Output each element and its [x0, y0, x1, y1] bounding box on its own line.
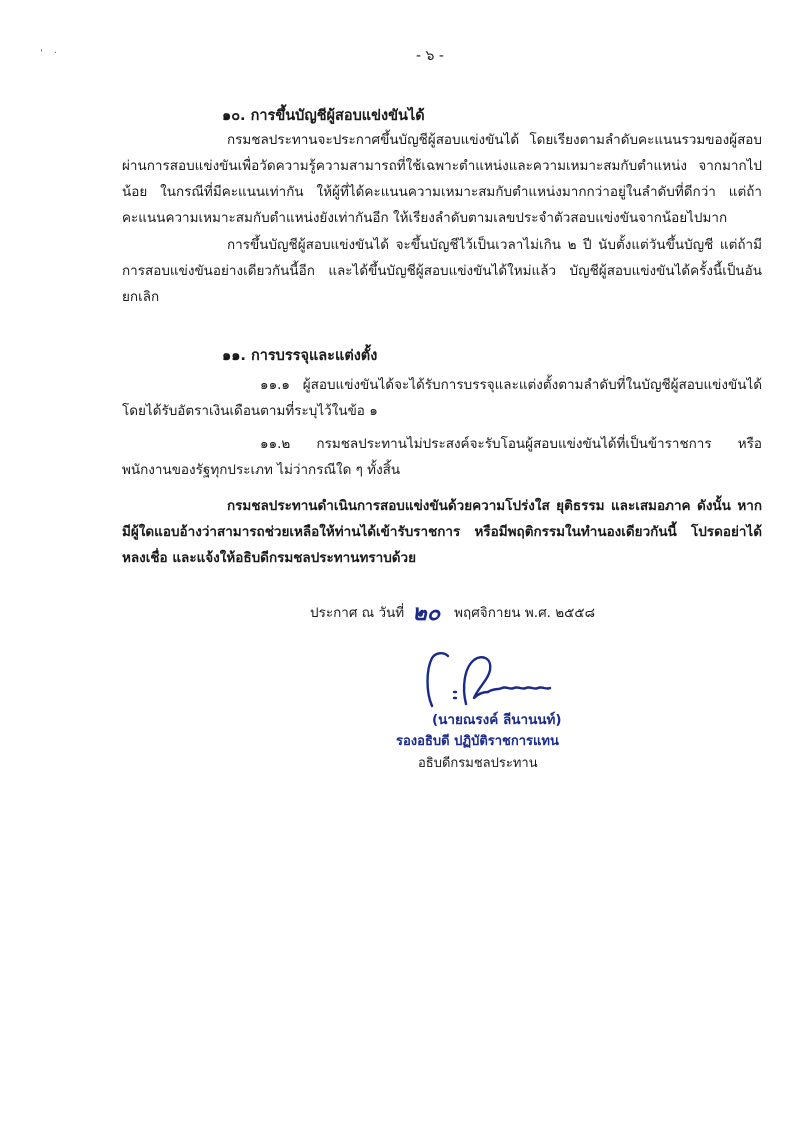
section-10-paragraph-1-text: กรมชลประทานจะประกาศขึ้นบัญชีผู้สอบแข่งขันได้ โดยเรียงตามลำดับคะแนนรวมของผู้สอบผ่านการสอบแข่งขันเพื่อวัดความรู้ความสามารถที่ใช้เฉพาะตำแหน่งและความเหมาะสมกับตำแหน่ง จากมากไปน้อย ในกรณีที่มีคะแนนเท่ากัน ให้ผู้ที่ได้คะแนนความเหมาะสมกับตำแหน่งมากกว่าอยู่ในลำดับที่ดีกว่า แต่ถ้าคะแนนความเหมาะสมกับตำแหน่งยังเท่ากันอีก ให้เรียงลำดับตามเลขประจำตัวสอบแข่งขันจากน้อยไปมาก	[122, 132, 762, 226]
handwritten-signature	[418, 648, 578, 710]
section-10-paragraph-2-text: การขึ้นบัญชีผู้สอบแข่งขันได้ จะขึ้นบัญชีไว้เป็นเวลาไม่เกิน ๒ ปี นับตั้งแต่วันขึ้นบัญชี แต่ถ้ามีการสอบแข่งขันอย่างเดียวกันนี้อีก และได้ขึ้นบัญชีผู้สอบแข่งขันได้ใหม่แล้ว บัญชีผู้สอบแข่งขันได้ครั้งนี้เป็นอันยกเลิก	[122, 237, 762, 305]
transparency-notice-text: กรมชลประทานดำเนินการสอบแข่งขันด้วยความโปร่งใส ยุติธรรม และเสมอภาค ดังนั้น หากมีผู้ใดแอบอ้างว่าสามารถช่วยเหลือให้ท่านได้เข้ารับราชการ หรือมีพฤติกรรมในทำนองเดียวกันนี้ โปรดอย่าได้หลงเชื่อ และแจ้งให้อธิบดีกรมชลประทานทราบด้วย	[122, 498, 762, 566]
announcement-date-line	[310, 595, 595, 630]
transparency-notice	[122, 493, 762, 571]
section-10-paragraph-2	[122, 232, 762, 310]
signer-title: รองอธิบดี ปฏิบัติราชการแทน	[396, 734, 559, 749]
signer-name: (นายณรงค์ ลีนานนท์)	[432, 712, 562, 728]
announcement-day: ๒๐	[412, 600, 441, 626]
section-11-item-1	[122, 372, 762, 424]
scan-artifact: ' ·	[40, 48, 62, 59]
section-11-heading: ๑๑. การบรรจุและแต่งตั้ง	[222, 348, 378, 364]
section-10-heading: ๑๐. การขึ้นบัญชีผู้สอบแข่งขันได้	[222, 108, 425, 124]
section-11-item-2-text: ๑๑.๒ กรมชลประทานไม่ประสงค์จะรับโอนผู้สอบแข่งขันได้ที่เป็นข้าราชการ หรือพนักงานของรัฐทุกประเภท ไม่ว่ากรณีใด ๆ ทั้งสิ้น	[122, 436, 762, 478]
section-10-paragraph-1	[122, 127, 762, 231]
announcement-prefix: ประกาศ ณ วันที่	[310, 605, 405, 621]
section-11-item-1-text: ๑๑.๑ ผู้สอบแข่งขันได้จะได้รับการบรรจุและแต่งตั้งตามลำดับที่ในบัญชีผู้สอบแข่งขันได้ โดยได้รับอัตราเงินเดือนตามที่ระบุไว้ในข้อ ๑	[122, 377, 762, 419]
announcement-month-year: พฤศจิกายน พ.ศ. ๒๕๕๘	[454, 605, 595, 621]
page-number: - ๖ -	[416, 48, 444, 64]
section-11-item-2	[122, 431, 762, 483]
signer-organization: อธิบดีกรมชลประทาน	[418, 756, 538, 771]
